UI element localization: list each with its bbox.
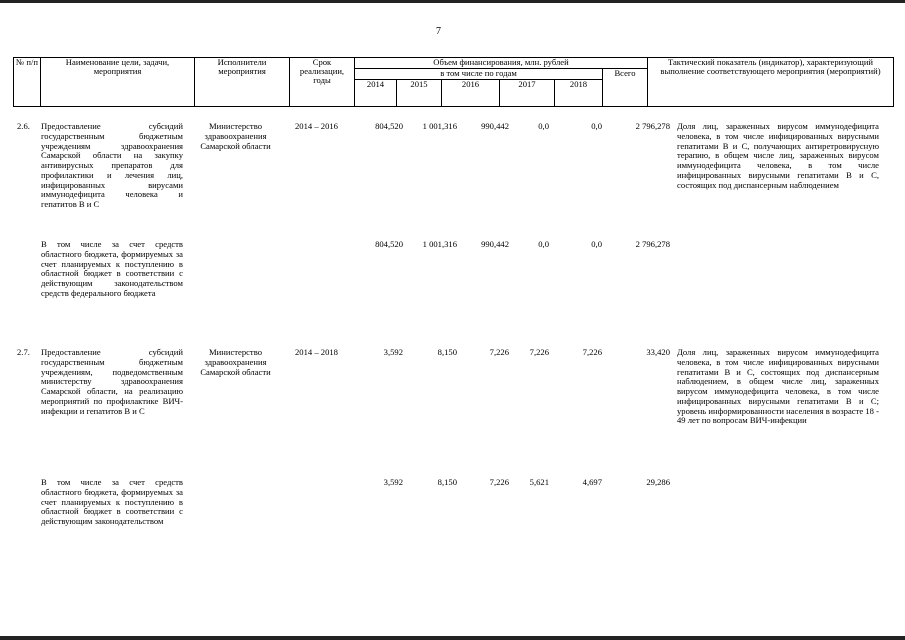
- cell-2017: 7,226: [529, 347, 549, 357]
- cell-2018: 0,0: [591, 121, 602, 131]
- header-year: 2018: [555, 80, 603, 107]
- cell-total: 2 796,278: [635, 121, 670, 131]
- cell-2015: 1 001,316: [422, 121, 457, 131]
- row-name: В том числе за счет средств областного бюджета, формируемых за счет планируемых к поступлению в областной бюджет в соответствии с действующим законодательством средств федерального бюджета: [41, 239, 183, 298]
- cell-2016: 990,442: [481, 121, 509, 131]
- row-name: Предоставление субсидий государственным бюджетным учреждениям здравоохранения Самарской области на закупку антивирусных препаратов для профилактики и лечения лиц, инфицированных вирусами иммунодефицита человека и гепатитов В и С: [41, 121, 183, 209]
- row-executor: Министерство здравоохранения Самарской области: [200, 121, 271, 151]
- header-num: № п/п: [14, 58, 41, 107]
- cell-2016: 7,226: [489, 347, 509, 357]
- cell-2017: 0,0: [538, 121, 549, 131]
- cell-total: 33,420: [646, 347, 670, 357]
- cell-2014: 804,520: [375, 121, 403, 131]
- cell-2017: 0,0: [538, 239, 549, 249]
- header-year: 2017: [500, 80, 555, 107]
- header-year: 2015: [397, 80, 442, 107]
- cell-2016: 7,226: [489, 477, 509, 487]
- header-executor: Исполнители мероприятия: [195, 58, 290, 107]
- header-indicator: Тактический показатель (индикатор), характеризующий выполнение соответствующего мероприятия (мероприятий): [648, 58, 894, 107]
- cell-2018: 4,697: [582, 477, 602, 487]
- cell-2015: 8,150: [437, 347, 457, 357]
- row-number: 2.7.: [17, 347, 30, 357]
- row-term: 2014 – 2016: [295, 121, 338, 131]
- cell-2016: 990,442: [481, 239, 509, 249]
- page-number: 7: [436, 26, 441, 37]
- cell-2014: 3,592: [383, 477, 403, 487]
- cell-2014: 3,592: [383, 347, 403, 357]
- cell-2017: 5,621: [529, 477, 549, 487]
- cell-2015: 8,150: [437, 477, 457, 487]
- row-indicator: Доля лиц, зараженных вирусом иммунодефицита человека, в том числе инфицированных вирусными гепатитами В и С, получающих антиретровирусную терапию, в общем числе лиц, зараженных вирусом иммунодефицита человека, в том числе инфицированных вирусными гепатитами В и С, состоящих под диспансерным наблюдением: [677, 121, 879, 190]
- row-name: В том числе за счет средств областного бюджета, формируемых за счет планируемых к поступлению в областной бюджет в соответствии с действующим законодательством: [41, 477, 183, 526]
- header-funding: Объем финансирования, млн. рублей: [355, 58, 648, 69]
- cell-total: 2 796,278: [635, 239, 670, 249]
- table-header: [13, 57, 894, 107]
- header-year: 2016: [442, 80, 500, 107]
- cell-total: 29,286: [646, 477, 670, 487]
- cell-2014: 804,520: [375, 239, 403, 249]
- cell-2018: 7,226: [582, 347, 602, 357]
- top-border: [0, 0, 905, 3]
- header-name: Наименование цели, задачи, мероприятия: [41, 58, 195, 107]
- cell-2018: 0,0: [591, 239, 602, 249]
- row-indicator: Доля лиц, зараженных вирусом иммунодефицита человека, в том числе инфицированных вирусными гепатитами В и С, состоящих под диспансерным наблюдением, в общем числе лиц, зараженных вирусом иммунодефицита человека, в том числе инфицированных вирусными гепатитами В и С; уровень информированности населения в возрасте 18 - 49 лет по вопросам ВИЧ-инфекции: [677, 347, 879, 426]
- header-year: 2014: [355, 80, 397, 107]
- header-term: Срок реализации, годы: [290, 58, 355, 107]
- row-executor: Министерство здравоохранения Самарской области: [200, 347, 271, 377]
- header-total: Всего: [603, 69, 648, 107]
- row-name: Предоставление субсидий государственным бюджетным учреждениям, подведомственным министерству здравоохранения Самарской области, на реализацию мероприятий по профилактике ВИЧ-инфекции и гепатитов В и С: [41, 347, 183, 416]
- row-number: 2.6.: [17, 121, 30, 131]
- header-by-year: в том числе по годам: [355, 69, 603, 80]
- bottom-border: [0, 636, 905, 640]
- row-term: 2014 – 2018: [295, 347, 338, 357]
- cell-2015: 1 001,316: [422, 239, 457, 249]
